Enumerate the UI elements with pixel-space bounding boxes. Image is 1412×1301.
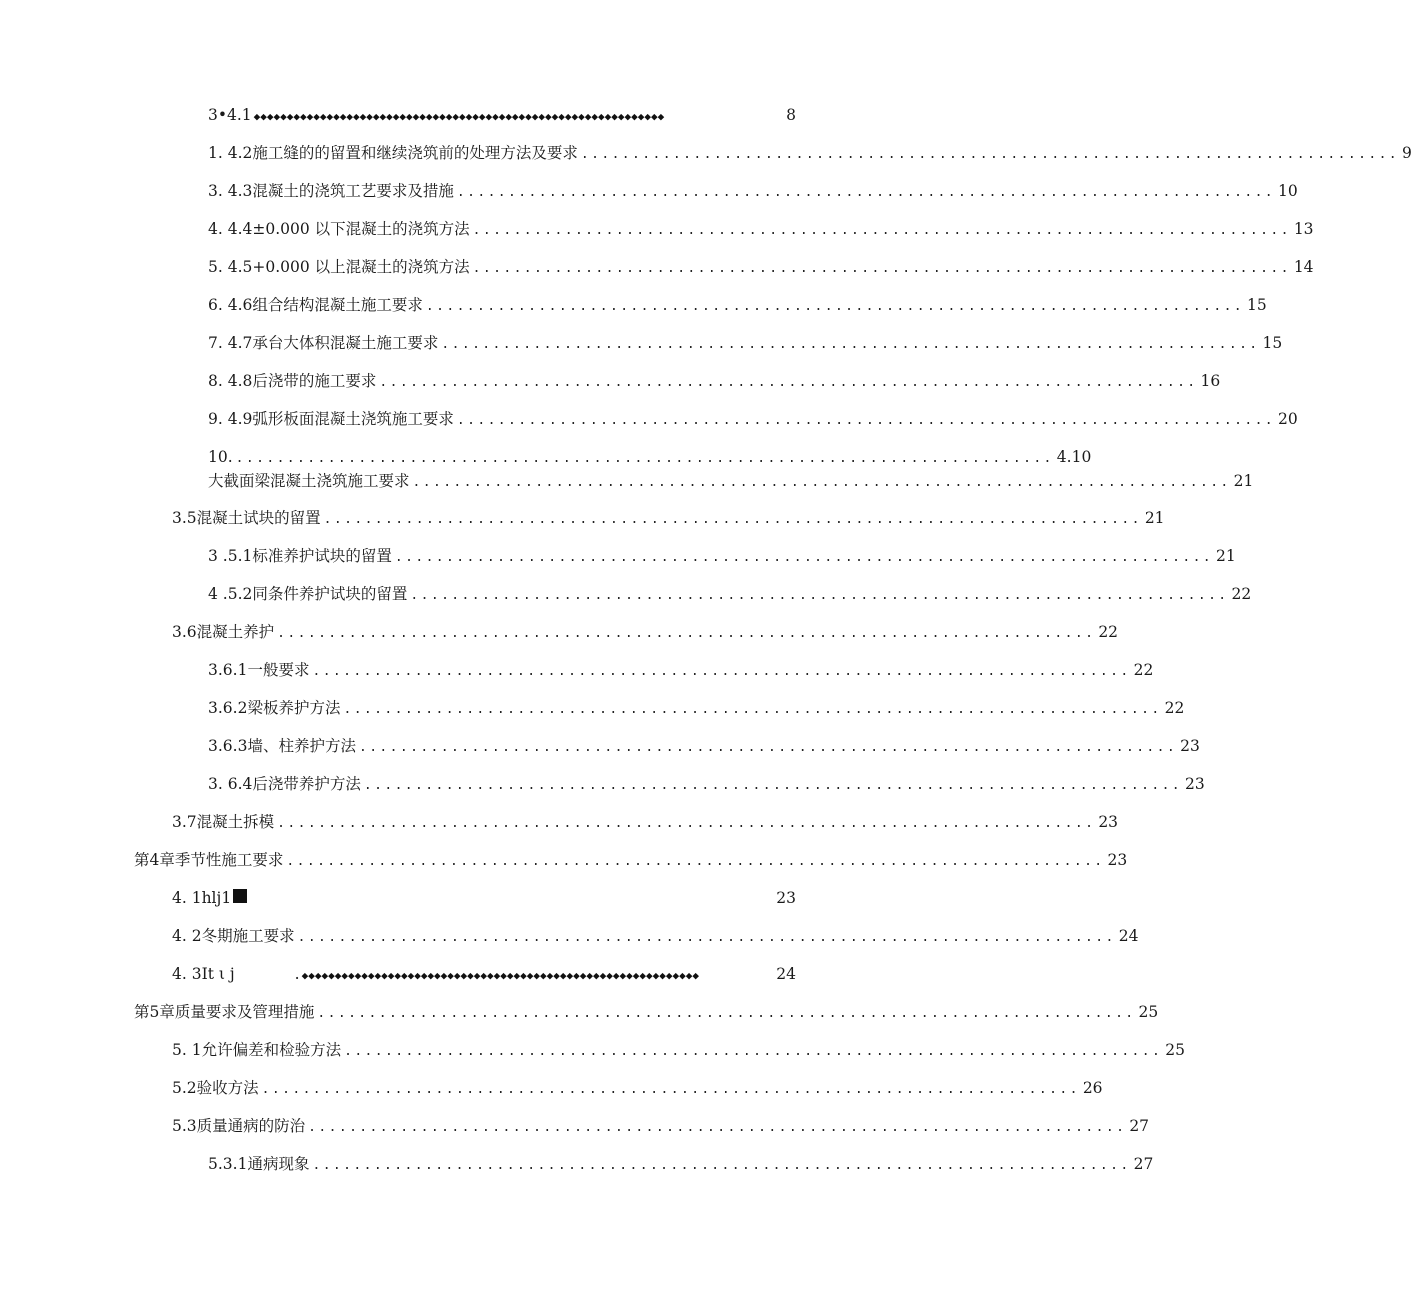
toc-entry[interactable] — [208, 544, 1236, 568]
toc-entry[interactable] — [172, 886, 796, 910]
toc-number: 3.6.1 — [208, 661, 248, 679]
toc-page-number: 8 — [786, 106, 796, 124]
toc-leader: ................................................................................ — [297, 930, 1116, 945]
toc-number: 7. 4.7 — [208, 334, 253, 352]
toc-entry[interactable] — [172, 1076, 1103, 1100]
toc-leader: ................................................................................ — [425, 299, 1245, 314]
toc-leader: ................................................................................ — [286, 854, 1105, 869]
toc-page-number: 24 — [776, 965, 796, 983]
toc-page-number: 23 — [776, 889, 796, 907]
toc-title: 弧形板面混凝土浇筑施工要求 — [252, 410, 454, 428]
toc-entry[interactable] — [208, 255, 1314, 279]
toc-leader: ................................................................................ — [312, 664, 1131, 679]
toc-number: 10. — [208, 448, 233, 466]
toc-leader: ................................................................................ — [456, 185, 1276, 200]
toc-page-number: 25 — [1138, 1003, 1159, 1021]
toc-number: 3.6 — [172, 623, 197, 641]
toc-number: 第5章 — [134, 1003, 175, 1021]
toc-leader: ................................................................................ — [394, 550, 1214, 565]
toc-title: 验收方法 — [196, 1079, 259, 1097]
toc-leader: ................................................................................ — [312, 1158, 1131, 1173]
toc-leader: ................................................................................ — [277, 816, 1096, 831]
toc-title: 混凝土拆模 — [196, 813, 275, 831]
toc-number: 4 .5.2 — [208, 585, 253, 603]
toc-page-number: 21 — [1144, 509, 1165, 527]
toc-number: 5.3.1 — [208, 1155, 248, 1173]
toc-leader: ................................................................................ — [235, 451, 1054, 466]
toc-number: 4. 4.4 — [208, 220, 253, 238]
toc-title: 混凝土养护 — [196, 623, 275, 641]
toc-page-number: 24 — [1118, 927, 1139, 945]
toc-leader: ................................................................................ — [277, 626, 1096, 641]
toc-leader: ................................................................................ — [317, 1006, 1136, 1021]
toc-page-number: 15 — [1247, 296, 1267, 314]
toc-title: 质量通病的防治 — [196, 1117, 306, 1135]
toc-entry[interactable] — [208, 658, 1154, 682]
toc-title: 承台大体积混凝土施工要求 — [252, 334, 439, 352]
toc-page-number: 22 — [1098, 623, 1119, 641]
toc-page-number: 27 — [1133, 1155, 1154, 1173]
toc-entry[interactable] — [208, 103, 796, 127]
toc-leader: ................................................................................ — [456, 413, 1276, 428]
toc-entry[interactable] — [172, 1038, 1185, 1062]
toc-title: 大截面梁混凝土浇筑施工要求 — [208, 472, 410, 490]
toc-entry[interactable] — [172, 962, 796, 986]
toc-number: 8. 4.8 — [208, 372, 253, 390]
toc-title: 混凝土的浇筑工艺要求及措施 — [252, 182, 454, 200]
toc-entry[interactable] — [172, 1114, 1150, 1138]
toc-entry[interactable] — [208, 293, 1267, 317]
toc-page-number: 23 — [1098, 813, 1119, 831]
toc-number: 5.2 — [172, 1079, 197, 1097]
toc-page-number: 20 — [1278, 410, 1298, 428]
toc-number: 5. 1 — [172, 1041, 202, 1059]
toc-title: +0.000 以上混凝土的浇筑方法 — [252, 258, 470, 276]
toc-title: ±0.000 以下混凝土的浇筑方法 — [252, 220, 470, 238]
toc-page-number: 22 — [1164, 699, 1185, 717]
toc-leader: ................................................................................ — [308, 1120, 1127, 1135]
toc-leader: ................................................................................ — [410, 588, 1229, 603]
toc-leader: ................................................................................ — [261, 1082, 1080, 1097]
toc-title: 通病现象 — [247, 1155, 310, 1173]
toc-number: 5.3 — [172, 1117, 197, 1135]
toc-page-number: 9 — [1402, 144, 1412, 162]
toc-page-number: 23 — [1180, 737, 1200, 755]
toc-entry[interactable] — [208, 179, 1298, 203]
toc-entry[interactable] — [134, 1000, 1159, 1024]
toc-entry[interactable] — [172, 810, 1119, 834]
toc-page-number: 26 — [1082, 1079, 1103, 1097]
toc-number: 第4章 — [134, 851, 175, 869]
toc-title: 混凝土试块的留置 — [196, 509, 321, 527]
toc-entry[interactable] — [172, 620, 1119, 644]
toc-page-number: 21 — [1233, 472, 1254, 490]
toc-entry[interactable] — [208, 734, 1200, 758]
toc-page-number: 23 — [1185, 775, 1205, 793]
toc-title: . — [294, 965, 300, 983]
toc-leader: ................................................................................ — [323, 512, 1142, 527]
toc-title: 后浇带养护方法 — [252, 775, 361, 793]
toc-page-number: 4.10 — [1056, 448, 1092, 466]
toc-entry[interactable] — [134, 848, 1128, 872]
toc-title: 质量要求及管理措施 — [174, 1003, 315, 1021]
toc-leader: ................................................................................ — [344, 1044, 1163, 1059]
toc-leader: ................................................................................ — [358, 740, 1178, 755]
toc-title: 后浇带的施工要求 — [252, 372, 377, 390]
toc-number: 3.5 — [172, 509, 197, 527]
toc-number: 3. 6.4 — [208, 775, 253, 793]
toc-number: 9. 4.9 — [208, 410, 253, 428]
toc-leader: ................................................................................ — [412, 475, 1231, 490]
toc-leader: ◆◆◆◆◆◆◆◆◆◆◆◆◆◆◆◆◆◆◆◆◆◆◆◆◆◆◆◆◆◆◆◆◆◆◆◆◆◆◆◆◆◆◆◆◆◆◆◆◆◆◆◆◆◆◆◆◆◆◆◆ — [301, 969, 699, 982]
toc-number: 5. 4.5 — [208, 258, 253, 276]
toc-entry[interactable] — [208, 331, 1283, 355]
toc-number: 3 .5.1 — [208, 547, 253, 565]
toc-title: 施工缝的的留置和继续浇筑前的处理方法及要求 — [252, 144, 578, 162]
toc-entry[interactable] — [172, 924, 1139, 948]
toc-leader: ................................................................................ — [441, 337, 1260, 352]
toc-page-number: 13 — [1293, 220, 1314, 238]
toc-number: 4. 3It ι j — [172, 965, 235, 983]
toc-title: 墙、柱养护方法 — [247, 737, 356, 755]
toc-entry[interactable] — [208, 1152, 1154, 1176]
toc-page-number: 15 — [1262, 334, 1283, 352]
toc-entry[interactable] — [208, 445, 1254, 490]
toc-number: 3.7 — [172, 813, 197, 831]
toc-page-number: 23 — [1107, 851, 1128, 869]
toc-number: 3.6.3 — [208, 737, 248, 755]
toc-number: 4. 1hlj1 — [172, 889, 232, 907]
toc-title: 标准养护试块的留置 — [252, 547, 392, 565]
toc-title: 组合结构混凝土施工要求 — [252, 296, 423, 314]
toc-entry[interactable] — [208, 582, 1252, 606]
toc-leader: ................................................................................ — [580, 147, 1400, 162]
toc-title: 同条件养护试块的留置 — [252, 585, 408, 603]
toc-number: 4. 2 — [172, 927, 202, 945]
toc-page-number: 10 — [1278, 182, 1298, 200]
toc-entry[interactable] — [208, 217, 1314, 241]
black-square-icon — [233, 889, 247, 903]
toc-entry[interactable] — [172, 506, 1165, 530]
toc-number: 6. 4.6 — [208, 296, 253, 314]
toc-page-number: 22 — [1231, 585, 1252, 603]
toc-page-number: 27 — [1129, 1117, 1150, 1135]
toc-leader: ................................................................................ — [379, 375, 1198, 390]
toc-entry[interactable] — [208, 772, 1205, 796]
toc-leader: ................................................................................ — [472, 261, 1291, 276]
toc-entry-continuation — [208, 469, 1254, 495]
toc-page-number: 21 — [1216, 547, 1236, 565]
toc-entry[interactable] — [208, 407, 1298, 431]
toc-title: 冬期施工要求 — [201, 927, 295, 945]
toc-page-number: 14 — [1293, 258, 1314, 276]
toc-page-number: 22 — [1133, 661, 1154, 679]
toc-entry[interactable] — [208, 141, 1412, 165]
toc-entry[interactable] — [208, 696, 1185, 720]
toc-title: 梁板养护方法 — [247, 699, 341, 717]
toc-page-number: 16 — [1200, 372, 1221, 390]
toc-title: 允许偏差和检验方法 — [201, 1041, 342, 1059]
toc-leader: ................................................................................ — [472, 223, 1291, 238]
toc-entry[interactable] — [208, 369, 1221, 393]
toc-title: 季节性施工要求 — [174, 851, 284, 869]
toc-leader: ................................................................................ — [343, 702, 1162, 717]
toc-leader: ................................................................................ — [363, 778, 1183, 793]
toc-number: 1. 4.2 — [208, 144, 253, 162]
toc-page-number: 25 — [1165, 1041, 1185, 1059]
toc-number: 3. 4.3 — [208, 182, 253, 200]
toc-number: 3.6.2 — [208, 699, 248, 717]
toc-number: 3•4.1 — [208, 106, 252, 124]
toc-leader: ◆◆◆◆◆◆◆◆◆◆◆◆◆◆◆◆◆◆◆◆◆◆◆◆◆◆◆◆◆◆◆◆◆◆◆◆◆◆◆◆◆◆◆◆◆◆◆◆◆◆◆◆◆◆◆◆◆◆◆◆◆◆ — [253, 110, 665, 123]
toc-title: 一般要求 — [247, 661, 310, 679]
